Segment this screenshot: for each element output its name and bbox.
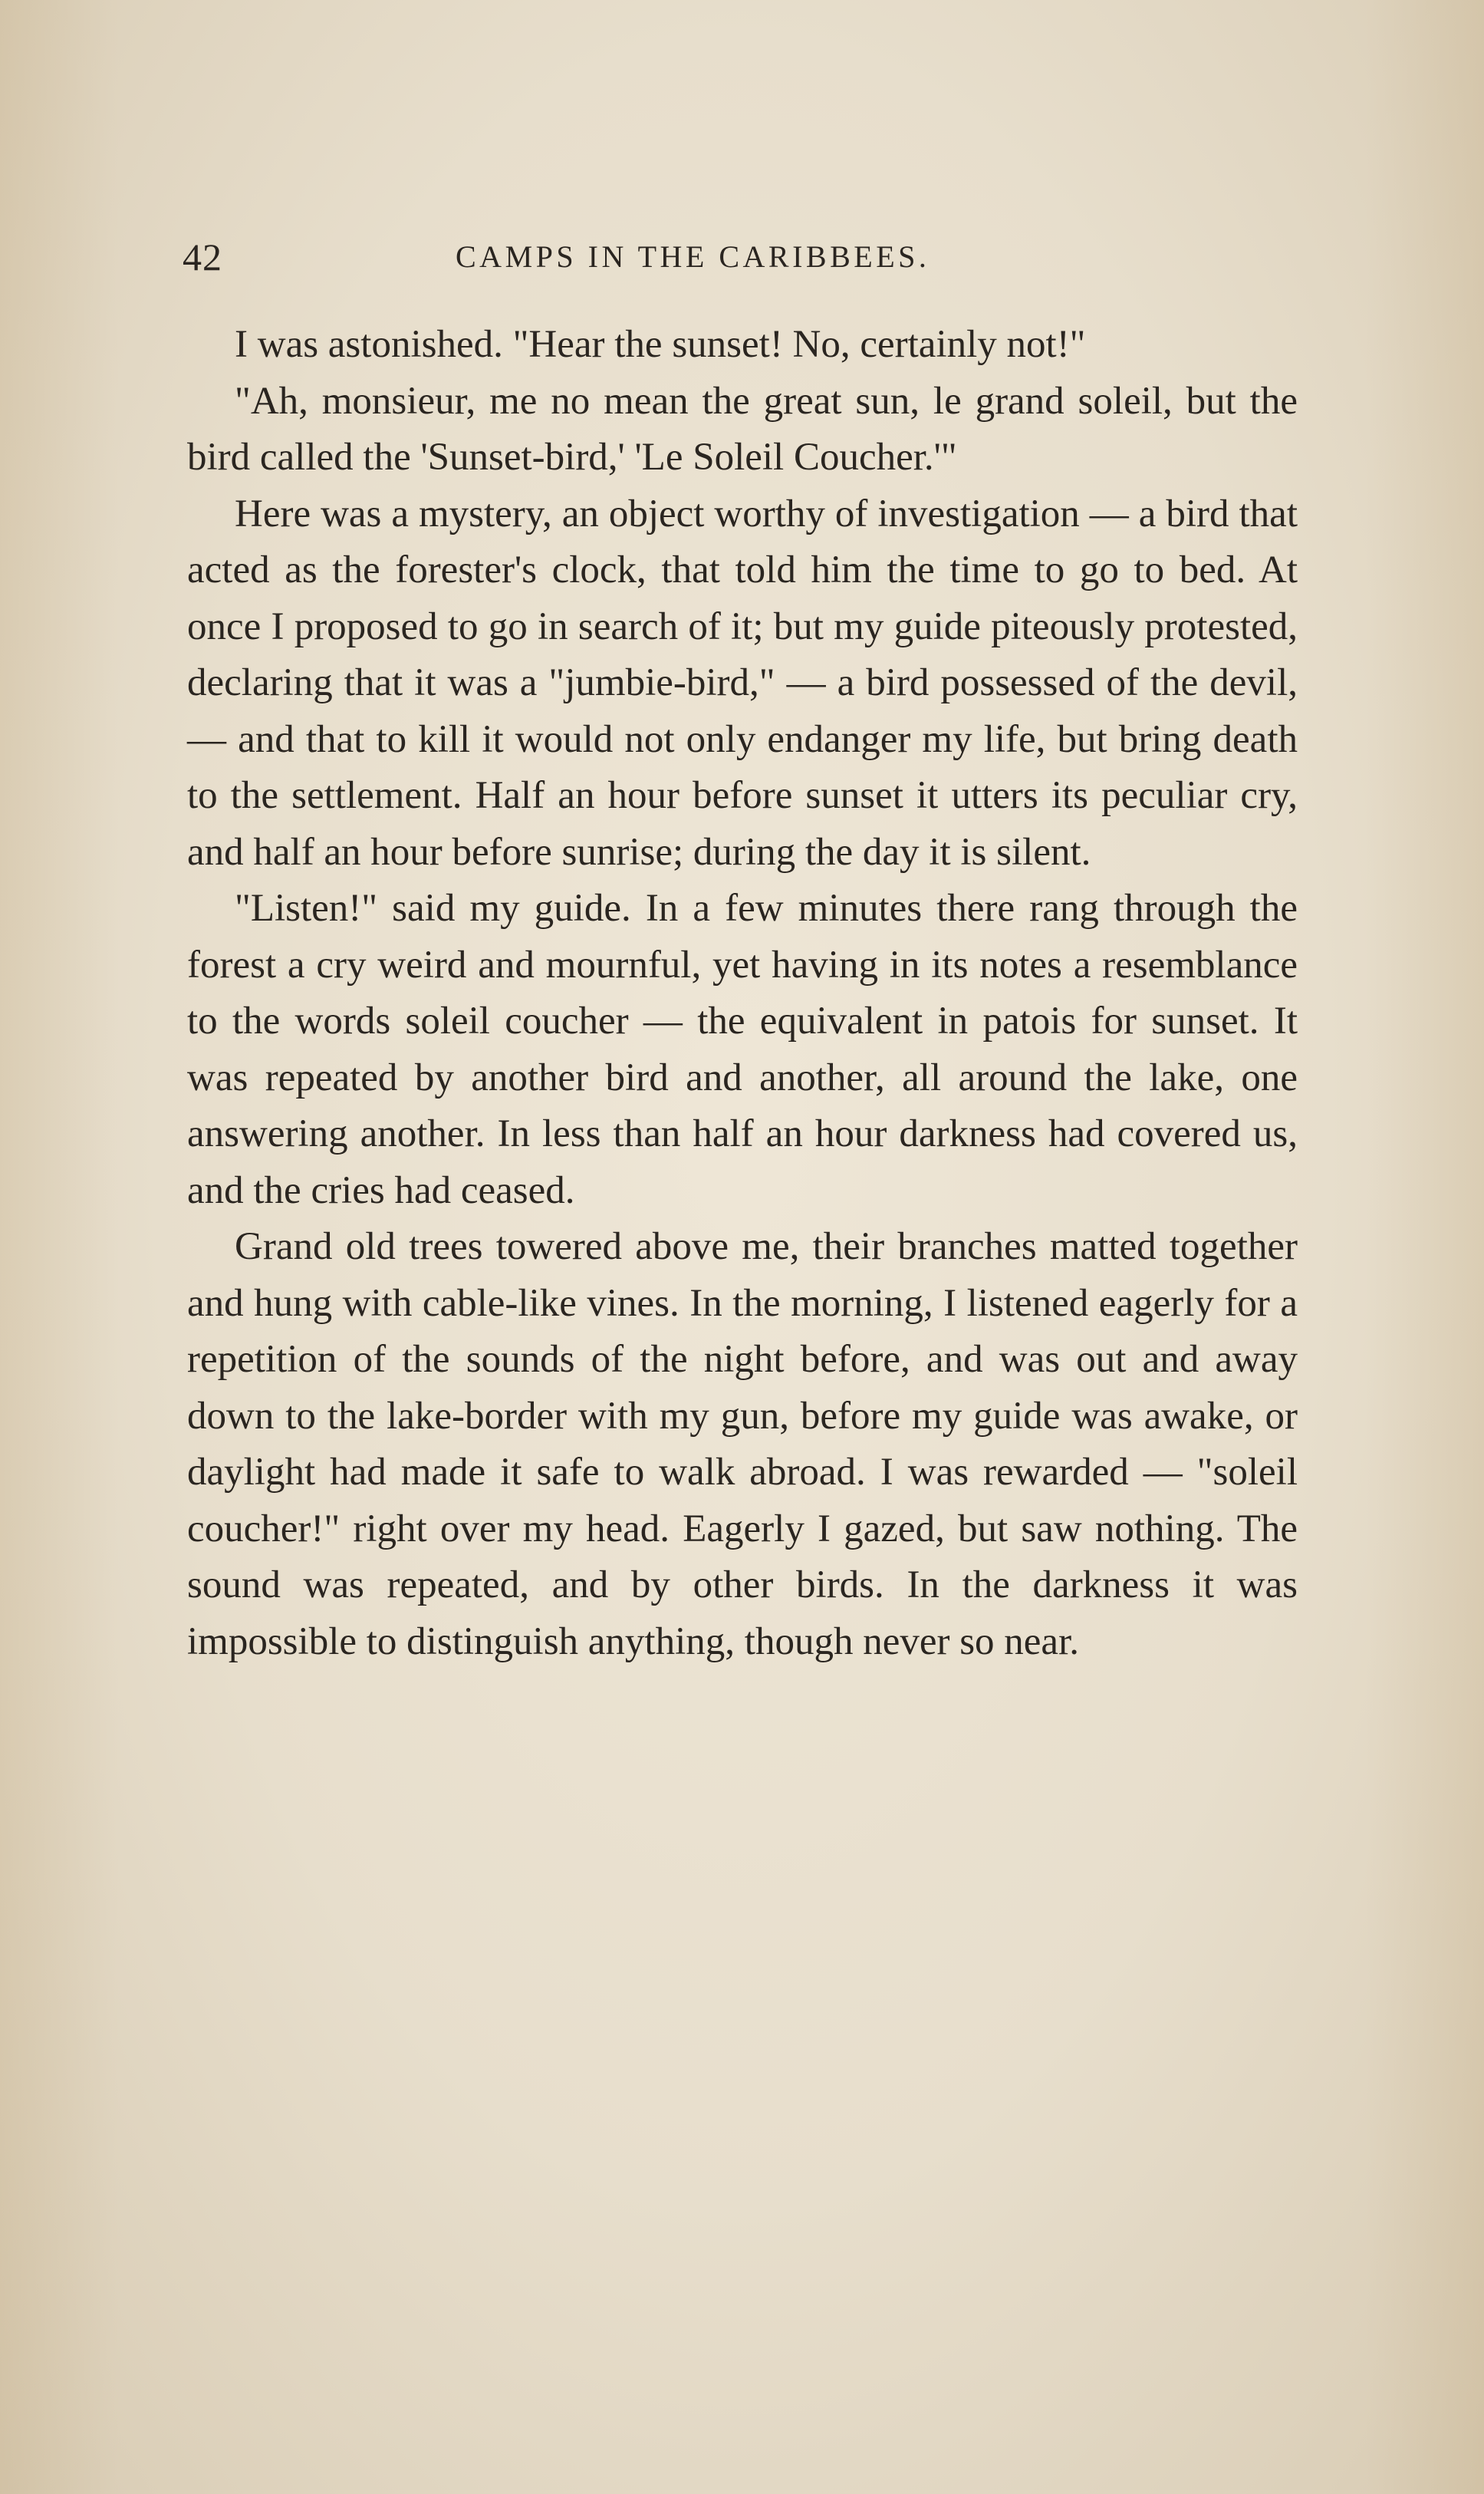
paragraph: "Listen!" said my guide. In a few minutes there rang through the forest a cry weird and mournful, yet having in its notes a resemblance to the words soleil coucher — the equivalent in patois for sunset. It was repeated by another bird and another, all around the lake, one answering another. In less than half an hour darkness had covered us, and the cries had ceased. (187, 887, 1298, 1212)
paragraph: I was astonished. "Hear the sunset! No, certainly not!" (235, 323, 1086, 366)
paragraph: Here was a mystery, an object worthy of investigation — a bird that acted as the forester's clock, that told him the time to go to bed. At once I proposed to go in search of it; but my guide piteously protested, declaring that it was a "jumbie-bird," — a bird possessed of the devil, — and that to kill it would not only endanger my life, but bring death to the settlement. Half an hour before sunset it utters its peculiar cry, and half an hour before sunrise; during the day it is silent. (187, 492, 1298, 874)
paragraph: "Ah, monsieur, me no mean the great sun, le grand soleil, but the bird called the 'Sunset-bird,' 'Le Soleil Coucher.'" (187, 379, 1298, 479)
running-title: CAMPS IN THE CARIBBEES. (456, 239, 930, 274)
body-text (187, 317, 1298, 1670)
paragraph: Grand old trees towered above me, their branches matted together and hung with cable-like vines. In the morning, I listened eagerly for a repetition of the sounds of the night before, and was out and away down to the lake-border with my gun, before my guide was awake, or daylight had made it safe to walk abroad. I was rewarded — "soleil coucher!" right over my head. Eagerly I gazed, but saw nothing. The sound was repeated, and by other birds. In the darkness it was impossible to distinguish anything, though never so near. (187, 1225, 1298, 1663)
page-header (183, 230, 1302, 284)
page-number: 42 (183, 236, 222, 278)
